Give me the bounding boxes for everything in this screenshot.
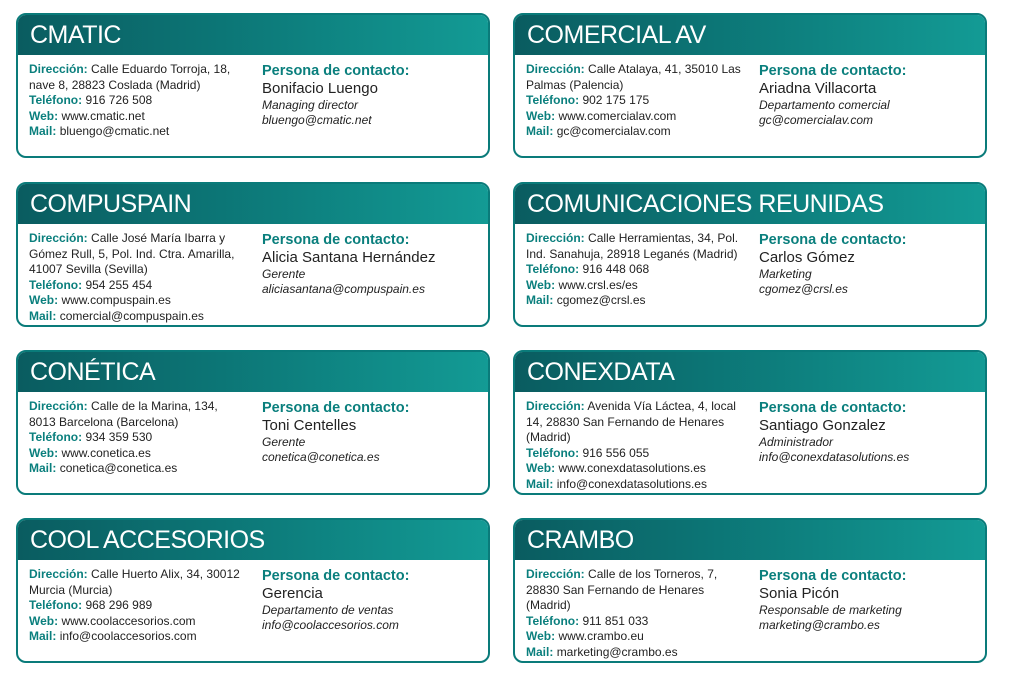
phone-label: Teléfono: <box>29 430 83 444</box>
contact-name: Alicia Santana Hernández <box>262 249 436 266</box>
web-value: www.comercialav.com <box>558 108 677 123</box>
mail-value: gc@comercialav.com <box>556 124 671 138</box>
web-label: Web: <box>29 613 59 628</box>
address-value: Calle Huerto Alix, 34, 30012 Murcia (Murcia) <box>29 567 240 597</box>
contact-role: Departamento comercial <box>759 98 890 112</box>
contact-role: Managing director <box>262 98 359 112</box>
mail-value: cgomez@crsl.es <box>556 293 646 307</box>
address-block <box>29 62 247 140</box>
company-name: CONÉTICA <box>18 352 488 392</box>
company-card <box>16 518 490 663</box>
company-card <box>513 518 987 663</box>
phone-value: 911 851 033 <box>582 613 649 628</box>
contact-mail: info@coolaccesorios.com <box>262 618 399 632</box>
address-label: Dirección: <box>29 567 88 581</box>
address-line <box>526 231 744 262</box>
web-line <box>29 446 247 462</box>
company-name: COMERCIAL AV <box>515 15 985 55</box>
contact-title: Persona de contacto: <box>759 400 907 416</box>
company-name: CMATIC <box>18 15 488 55</box>
address-value: Calle Herramientas, 34, Pol. Ind. Sanahuja, 28918 Leganés (Madrid) <box>526 231 739 261</box>
mail-value: info@conexdatasolutions.es <box>556 476 707 491</box>
contact-block <box>759 231 981 297</box>
phone-line <box>526 446 744 462</box>
address-block <box>526 62 744 140</box>
mail-label: Mail: <box>29 308 57 323</box>
address-block <box>526 567 744 660</box>
contact-mail: conetica@conetica.es <box>262 450 380 464</box>
contact-role: Marketing <box>759 267 812 281</box>
contact-role: Administrador <box>759 435 834 449</box>
contact-block <box>759 567 981 633</box>
mail-label: Mail: <box>29 629 57 643</box>
address-value: Calle José María Ibarra y Gómez Rull, 5, Pol. Ind. Ctra. Amarilla, 41007 Sevilla (Sevilla) <box>29 231 235 276</box>
contact-role: Gerente <box>262 267 306 281</box>
web-label: Web: <box>526 277 556 292</box>
address-value: Avenida Vía Láctea, 4, local 14, 28830 San Fernando de Henares (Madrid) <box>526 399 736 444</box>
contact-block <box>759 62 981 128</box>
web-label: Web: <box>29 293 59 307</box>
company-name: COMUNICACIONES REUNIDAS <box>515 184 985 224</box>
phone-label: Teléfono: <box>526 613 580 628</box>
contact-name: Toni Centelles <box>262 417 357 434</box>
contact-title: Persona de contacto: <box>262 63 410 79</box>
mail-label: Mail: <box>526 293 554 307</box>
contact-mail: info@conexdatasolutions.es <box>759 450 910 464</box>
web-value: www.conexdatasolutions.es <box>558 461 706 475</box>
phone-line <box>526 614 744 630</box>
company-card <box>513 182 987 327</box>
web-label: Web: <box>29 108 59 123</box>
web-line <box>29 614 247 630</box>
phone-label: Teléfono: <box>526 262 580 276</box>
contact-block <box>262 231 484 297</box>
phone-line <box>29 430 247 446</box>
web-label: Web: <box>526 108 556 123</box>
address-line <box>526 62 744 93</box>
address-value: Calle Atalaya, 41, 35010 Las Palmas (Palencia) <box>526 62 741 92</box>
contact-mail: cgomez@crsl.es <box>759 282 848 296</box>
mail-line <box>526 293 744 309</box>
phone-line <box>526 93 744 109</box>
address-line <box>526 399 744 446</box>
company-name: COMPUSPAIN <box>18 184 488 224</box>
web-line <box>29 109 247 125</box>
contact-title: Persona de contacto: <box>262 568 410 584</box>
contact-mail: aliciasantana@compuspain.es <box>262 282 425 296</box>
phone-line <box>29 278 247 294</box>
web-value: www.conetica.es <box>61 445 151 460</box>
web-label: Web: <box>526 629 556 643</box>
contact-name: Santiago Gonzalez <box>759 417 886 434</box>
mail-line <box>29 461 247 477</box>
contact-block <box>759 399 981 465</box>
mail-line <box>29 309 247 325</box>
company-name: CONEXDATA <box>515 352 985 392</box>
contact-mail: bluengo@cmatic.net <box>262 113 372 127</box>
web-value: www.coolaccesorios.com <box>61 613 196 628</box>
company-card <box>16 182 490 327</box>
address-block <box>526 399 744 492</box>
mail-value: bluengo@cmatic.net <box>59 124 170 138</box>
contact-mail: gc@comercialav.com <box>759 113 873 127</box>
contact-name: Ariadna Villacorta <box>759 80 877 97</box>
contact-mail: marketing@crambo.es <box>759 618 880 632</box>
web-value: www.crsl.es/es <box>558 277 638 292</box>
phone-label: Teléfono: <box>29 598 83 612</box>
company-name: COOL ACCESORIOS <box>18 520 488 560</box>
contact-role: Responsable de marketing <box>759 603 902 617</box>
mail-value: info@coolaccesorios.com <box>59 629 197 643</box>
mail-line <box>526 124 744 140</box>
address-label: Dirección: <box>526 231 585 245</box>
company-card <box>16 13 490 158</box>
mail-label: Mail: <box>29 124 57 138</box>
address-line <box>29 399 247 430</box>
mail-value: marketing@crambo.es <box>556 644 678 659</box>
contact-role: Gerente <box>262 435 306 449</box>
phone-value: 916 726 508 <box>85 93 153 107</box>
web-line <box>526 461 744 477</box>
contact-name: Bonifacio Luengo <box>262 80 378 97</box>
company-card <box>513 13 987 158</box>
web-label: Web: <box>29 445 59 460</box>
company-card <box>513 350 987 495</box>
phone-value: 954 255 454 <box>85 277 153 292</box>
mail-line <box>29 629 247 645</box>
web-value: www.crambo.eu <box>558 629 644 643</box>
mail-value: conetica@conetica.es <box>59 461 178 475</box>
phone-value: 968 296 989 <box>85 598 153 612</box>
contact-title: Persona de contacto: <box>759 568 907 584</box>
phone-label: Teléfono: <box>526 93 580 107</box>
contact-block <box>262 399 484 465</box>
phone-line <box>29 598 247 614</box>
web-line <box>526 109 744 125</box>
web-value: www.compuspain.es <box>61 293 171 307</box>
contact-name: Gerencia <box>262 585 323 602</box>
address-label: Dirección: <box>29 231 88 245</box>
phone-value: 934 359 530 <box>85 430 153 444</box>
address-block <box>29 567 247 645</box>
contact-name: Sonia Picón <box>759 585 840 602</box>
web-line <box>29 293 247 309</box>
address-value: Calle de la Marina, 134, 8013 Barcelona (Barcelona) <box>29 399 218 429</box>
address-block <box>526 231 744 309</box>
mail-line <box>526 645 744 661</box>
contact-title: Persona de contacto: <box>262 400 410 416</box>
web-line <box>526 629 744 645</box>
contact-name: Carlos Gómez <box>759 249 855 266</box>
address-label: Dirección: <box>526 62 585 76</box>
phone-value: 916 556 055 <box>582 445 650 460</box>
web-value: www.cmatic.net <box>61 108 145 123</box>
contact-block <box>262 567 484 633</box>
company-card <box>16 350 490 495</box>
phone-value: 902 175 175 <box>582 93 650 107</box>
contact-role: Departamento de ventas <box>262 603 394 617</box>
contact-title: Persona de contacto: <box>262 232 410 248</box>
mail-label: Mail: <box>526 476 554 491</box>
address-label: Dirección: <box>526 399 585 413</box>
web-label: Web: <box>526 461 556 475</box>
mail-label: Mail: <box>29 461 57 475</box>
contact-block <box>262 62 484 128</box>
address-label: Dirección: <box>29 62 88 76</box>
mail-value: comercial@compuspain.es <box>59 308 204 323</box>
address-value: Calle Eduardo Torroja, 18, nave 8, 28823 Coslada (Madrid) <box>29 62 231 92</box>
address-label: Dirección: <box>526 567 585 581</box>
address-block <box>29 231 247 324</box>
web-line <box>526 278 744 294</box>
phone-line <box>526 262 744 278</box>
phone-value: 916 448 068 <box>582 262 650 276</box>
address-label: Dirección: <box>29 399 88 413</box>
mail-label: Mail: <box>526 644 554 659</box>
address-block <box>29 399 247 477</box>
phone-label: Teléfono: <box>29 277 83 292</box>
contact-title: Persona de contacto: <box>759 63 907 79</box>
address-line <box>29 567 247 598</box>
contact-title: Persona de contacto: <box>759 232 907 248</box>
address-line <box>526 567 744 614</box>
address-line <box>29 62 247 93</box>
mail-label: Mail: <box>526 124 554 138</box>
phone-label: Teléfono: <box>526 445 580 460</box>
mail-line <box>526 477 744 493</box>
phone-label: Teléfono: <box>29 93 83 107</box>
phone-line <box>29 93 247 109</box>
company-name: CRAMBO <box>515 520 985 560</box>
mail-line <box>29 124 247 140</box>
address-line <box>29 231 247 278</box>
address-value: Calle de los Torneros, 7, 28830 San Fernando de Henares (Madrid) <box>526 567 718 612</box>
